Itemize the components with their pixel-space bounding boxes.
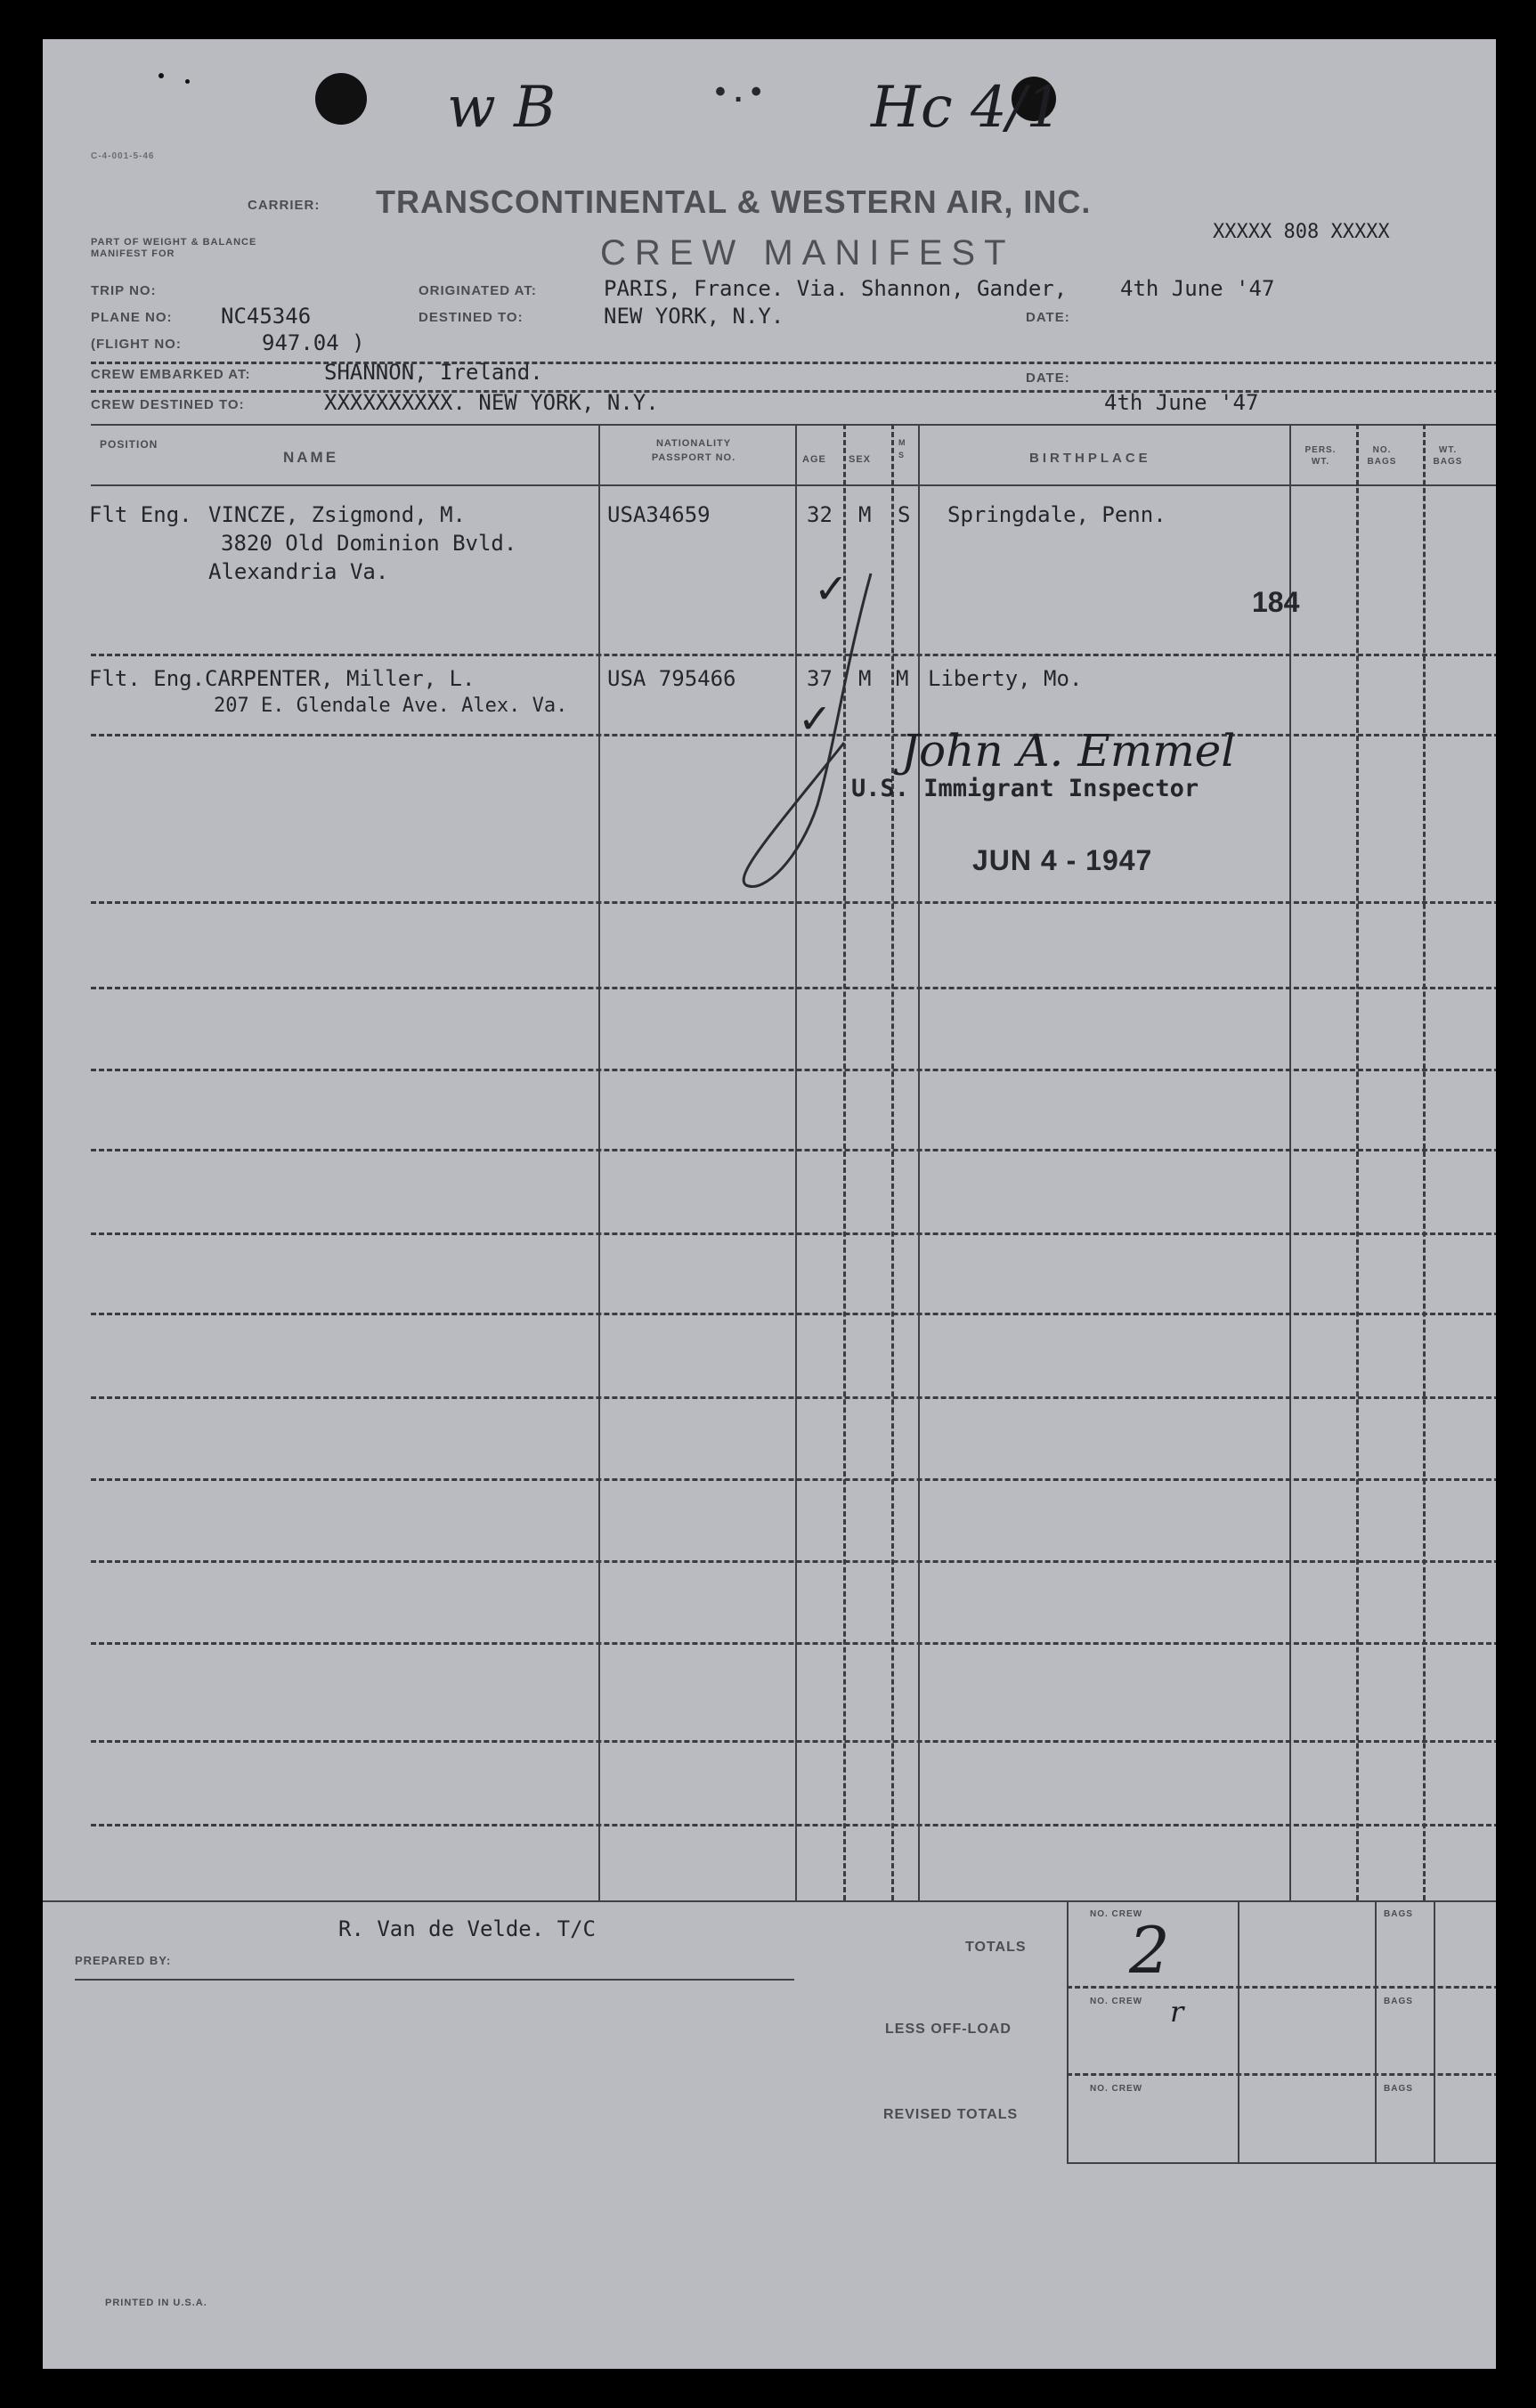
row1-sex: M xyxy=(858,502,872,527)
prepared-by-value: R. Van de Velde. T/C xyxy=(338,1916,596,1941)
col-name: NAME xyxy=(283,449,339,466)
row1-address1: 3820 Old Dominion Bvld. xyxy=(221,531,517,556)
col-ms: M S xyxy=(898,438,906,460)
prepared-by-label: PREPARED BY: xyxy=(75,1954,172,1967)
ink-speck xyxy=(185,79,190,84)
row2-name: CARPENTER, Miller, L. xyxy=(205,666,475,691)
inspector-stamp: U.S. Immigrant Inspector xyxy=(851,775,1199,802)
date2-label: DATE: xyxy=(1026,370,1070,386)
totals-bags-label: BAGS xyxy=(1384,1909,1413,1919)
crew-destined-value: XXXXXXXXXX. NEW YORK, N.Y. xyxy=(324,390,659,415)
totals-crew-value: 2 xyxy=(1129,1913,1170,1988)
row2-age: 37 xyxy=(807,666,833,691)
row1-age: 32 xyxy=(807,502,833,527)
row2-ms: M xyxy=(896,666,909,691)
ink-speck xyxy=(158,73,164,78)
col-age: AGE xyxy=(802,454,826,465)
col-no-bags: NO. BAGS xyxy=(1367,445,1397,467)
form-number: C-4-001-5-46 xyxy=(91,151,155,161)
off-load-crew-label: NO. CREW xyxy=(1090,1997,1143,2006)
center-mark: • . • xyxy=(715,75,762,109)
date2-value: 4th June '47 xyxy=(1104,390,1259,415)
plane-no-value: NC45346 xyxy=(221,304,312,329)
row1-address2: Alexandria Va. xyxy=(208,559,389,584)
row2-birthplace: Liberty, Mo. xyxy=(928,666,1083,691)
row1-birthplace: Springdale, Penn. xyxy=(947,502,1166,527)
revised-totals-label: REVISED TOTALS xyxy=(883,2107,1019,2122)
date-value: 4th June '47 xyxy=(1120,276,1275,301)
row2-address1: 207 E. Glendale Ave. Alex. Va. xyxy=(214,695,568,717)
destined-to-label: DESTINED TO: xyxy=(419,310,524,325)
destined-to-value: NEW YORK, N.Y. xyxy=(604,304,784,329)
row2-sex: M xyxy=(858,666,872,691)
flight-no-label: (FLIGHT NO: xyxy=(91,337,182,352)
trip-no-label: TRIP NO: xyxy=(91,283,157,298)
serial-number: XXXXX 808 XXXXX xyxy=(1213,221,1390,243)
punch-hole xyxy=(315,73,367,125)
totals-label: TOTALS xyxy=(965,1940,1027,1955)
date-stamp: JUN 4 - 1947 xyxy=(972,844,1153,876)
crew-embarked-value: SHANNON, Ireland. xyxy=(324,360,543,385)
col-sex: SEX xyxy=(849,454,872,465)
handwritten-mark-right: Hc 4/1 xyxy=(871,75,1062,141)
col-position: POSITION xyxy=(100,438,158,451)
check-mark-icon: ✓ xyxy=(814,565,849,613)
signature: John A. Emmel xyxy=(901,725,1236,777)
row1-passport: USA34659 xyxy=(607,502,711,527)
flight-no-value: 947.04 ) xyxy=(262,330,365,355)
row1-position: Flt Eng. xyxy=(89,502,192,527)
col-nationality: NATIONALITY PASSPORT NO. xyxy=(651,438,736,463)
revised-bags-label: BAGS xyxy=(1384,2084,1413,2094)
col-wt-bags: WT. BAGS xyxy=(1433,445,1463,467)
part-of-label: PART OF WEIGHT & BALANCE MANIFEST FOR xyxy=(91,237,257,259)
handwritten-mark-left: w B xyxy=(447,75,557,141)
plane-no-label: PLANE NO: xyxy=(91,310,173,325)
carrier-name: TRANSCONTINENTAL & WESTERN AIR, INC. xyxy=(376,183,1092,220)
originated-at-value: PARIS, France. Via. Shannon, Gander, xyxy=(604,276,1068,301)
note-184: 184 xyxy=(1252,586,1300,618)
row2-passport: USA 795466 xyxy=(607,666,736,691)
row1-ms: S xyxy=(898,502,911,527)
revised-crew-label: NO. CREW xyxy=(1090,2084,1143,2094)
crew-destined-label: CREW DESTINED TO: xyxy=(91,397,245,412)
col-pers-wt: PERS. WT. xyxy=(1304,445,1337,467)
totals-crew-label: NO. CREW xyxy=(1090,1909,1143,1919)
col-birthplace: BIRTHPLACE xyxy=(1029,451,1151,466)
off-load-crew-value: r xyxy=(1170,1995,1184,2029)
crew-embarked-label: CREW EMBARKED AT: xyxy=(91,367,251,382)
carrier-label: CARRIER: xyxy=(248,198,321,213)
originated-at-label: ORIGINATED AT: xyxy=(419,283,537,298)
crew-manifest-document xyxy=(43,39,1496,2369)
date-label: DATE: xyxy=(1026,310,1070,325)
check-mark-icon: ✓ xyxy=(798,695,833,743)
row2-position: Flt. Eng. xyxy=(89,666,206,691)
page-title: CREW MANIFEST xyxy=(600,233,1015,273)
row1-name: VINCZE, Zsigmond, M. xyxy=(208,502,466,527)
printed-in-usa: PRINTED IN U.S.A. xyxy=(105,2298,207,2308)
off-load-bags-label: BAGS xyxy=(1384,1997,1413,2006)
off-load-label: LESS OFF-LOAD xyxy=(885,2022,1012,2037)
